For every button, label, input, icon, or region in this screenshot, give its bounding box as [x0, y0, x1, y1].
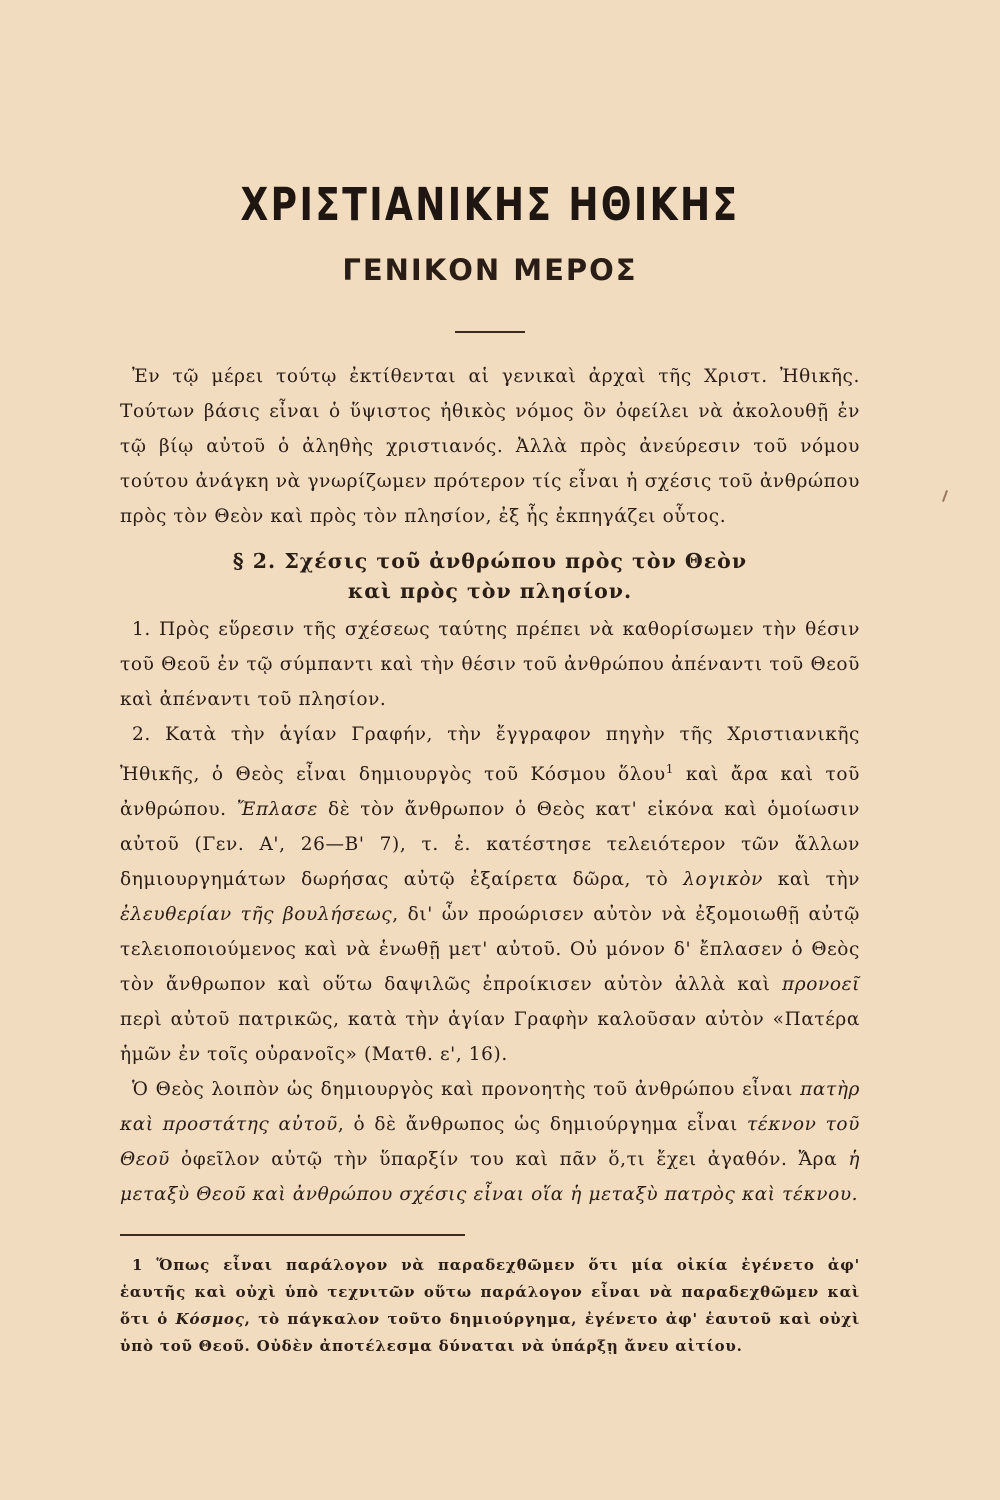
paragraph-1: 1. Πρὸς εὕρεσιν τῆς σχέσεως ταύτης πρέπει νὰ καθορίσωμεν τὴν θέσιν τοῦ Θεοῦ ἐν τῷ σύμπαντι καὶ τὴν θέσιν τοῦ ἀνθρώπου ἀπέναντι τοῦ Θεοῦ καὶ ἀπέναντι τοῦ πλησίον. [120, 619, 860, 710]
fn-italic-kosmos: Κόσμος [175, 1310, 245, 1329]
p2-italic-eleftheria: ἐλευθερίαν τῆς βουλήσεως [120, 904, 393, 926]
p2-text-h: , δι' ὧν προώρισεν αὐτὸν νὰ ἐξομοιωθῇ αὐτῷ τελειοποιούμενος καὶ νὰ ἑνωθῇ μετ' αὐτοῦ. Οὐ μόνον δ' ἔπλασεν ὁ Θεὸς τὸν ἄνθρωπον καὶ οὕτω δαψιλῶς ἐπροίκισεν αὐτὸν ἀλλὰ καὶ [120, 904, 860, 996]
p2-text-d: δὲ τὸν ἄνθρωπον ὁ Θεὸς κατ' εἰκόνα καὶ ὁμοίωσιν αὐτοῦ (Γεν. Α', 26—Β' 7), τ. ἐ. κατέστησε τελειότερον τῶν ἄλλων δημιουργημάτων δωρήσας αὐτῷ ἐξαίρετα δῶρα, τὸ [120, 799, 860, 891]
fn-text-a: 1 Ὅπως εἶναι παράλογον νὰ παραδεχθῶμεν ὅτι μία οἰκία ἐγένετο ἀφ' ἑαυτῆς καὶ οὐχὶ ὑπὸ τεχνιτῶν οὕτω παράλογον εἶναι νὰ παραδεχθῶμεν καὶ ὅτι ὁ [120, 1256, 860, 1329]
footnote-text [120, 1252, 860, 1360]
p3-text-c: , ὁ δὲ ἄνθρωπος ὡς δημιούργημα εἶναι [337, 1114, 747, 1136]
footnote [120, 1252, 860, 1360]
p2-text-j: περὶ αὐτοῦ πατρικῶς, κατὰ τὴν ἁγίαν Γραφὴν καλοῦσαν αὐτὸν «Πατέρα ἡμῶν ἐν τοῖς οὐρανοῖς» (Ματθ. ε', 16). [120, 1009, 860, 1066]
paragraph-3 [120, 1072, 860, 1212]
p2-text-f: καὶ τὴν [763, 869, 860, 891]
p2-italic-eplase: Ἔπλασε [236, 799, 318, 821]
fn-text-c: , τὸ πάγκαλον τοῦτο δημιούργημα, ἐγένετο ἀφ' ἑαυτοῦ καὶ οὐχὶ ὑπὸ τοῦ Θεοῦ. Οὐδὲν ἀποτέλεσμα δύναται νὰ ὑπάρξῃ ἄνευ αἰτίου. [120, 1310, 860, 1356]
paragraph-2 [120, 717, 860, 1072]
p3-italic-conclusion: ἡ μεταξὺ Θεοῦ καὶ ἀνθρώπου σχέσις εἶναι οἵα ἡ μεταξὺ πατρὸς καὶ τέκνου. [120, 1149, 860, 1206]
p3-italic-pater: πατὴρ καὶ προστάτης αὐτοῦ [120, 1079, 860, 1136]
p2-italic-logikon: λογικὸν [683, 869, 764, 891]
p3-text-e: ὀφεῖλον αὐτῷ τὴν ὕπαρξίν του καὶ πᾶν ὅ,τι ἔχει ἀγαθόν. Ἄρα [169, 1149, 849, 1171]
page-title: ΧΡΙΣΤΙΑΝΙΚΗΣ ΗΘΙΚΗΣ [240, 178, 740, 231]
section-heading [120, 546, 860, 606]
footnote-marker: 1 [665, 762, 674, 776]
p3-text-a: Ὁ Θεὸς λοιπὸν ὡς δημιουργὸς καὶ προνοητὴς τοῦ ἀνθρώπου εἶναι [132, 1079, 801, 1101]
paper-mark [942, 490, 948, 502]
section-heading-line1: § 2. Σχέσις τοῦ ἀνθρώπου πρὸς τὸν Θεὸν [232, 549, 748, 573]
p3-italic-teknon: τέκνον τοῦ Θεοῦ [120, 1114, 860, 1171]
p2-text-a: 2. Κατὰ τὴν ἁγίαν Γραφήν, τὴν ἔγγραφον πηγὴν τῆς Χριστιανικῆς Ἠθικῆς, ὁ Θεὸς εἶναι δημιουργὸς τοῦ Κόσμου ὅλου [120, 724, 860, 786]
intro-paragraph: Ἐν τῷ μέρει τούτῳ ἐκτίθενται αἱ γενικαὶ ἀρχαὶ τῆς Χριστ. Ἠθικῆς. Τούτων βάσις εἶναι ὁ ὕψιστος ἠθικὸς νόμος ὃν ὀφείλει νὰ ἀκολουθῇ ἐν τῷ βίῳ αὐτοῦ ὁ ἀληθὴς χριστιανός. Ἀλλὰ πρὸς ἀνεύρεσιν τοῦ νόμου τούτου ἀνάγκη νὰ γνωρίζωμεν πρότερον τίς εἶναι ἡ σχέσις τοῦ ἀνθρώπου πρὸς τὸν Θεὸν καὶ πρὸς τὸν πλησίον, ἐξ ἧς ἐκπηγάζει οὗτος. [120, 366, 860, 527]
page-subtitle: ΓΕΝΙΚΟΝ ΜΕΡΟΣ [342, 253, 638, 287]
p2-text-b: καὶ ἄρα καὶ τοῦ ἀνθρώπου. [120, 764, 860, 821]
section-heading-line2: καὶ πρὸς τὸν πλησίον. [347, 579, 633, 603]
p2-italic-pronoei: προνοεῖ [782, 974, 860, 996]
footnote-divider [120, 1234, 465, 1236]
title-divider [455, 331, 525, 333]
